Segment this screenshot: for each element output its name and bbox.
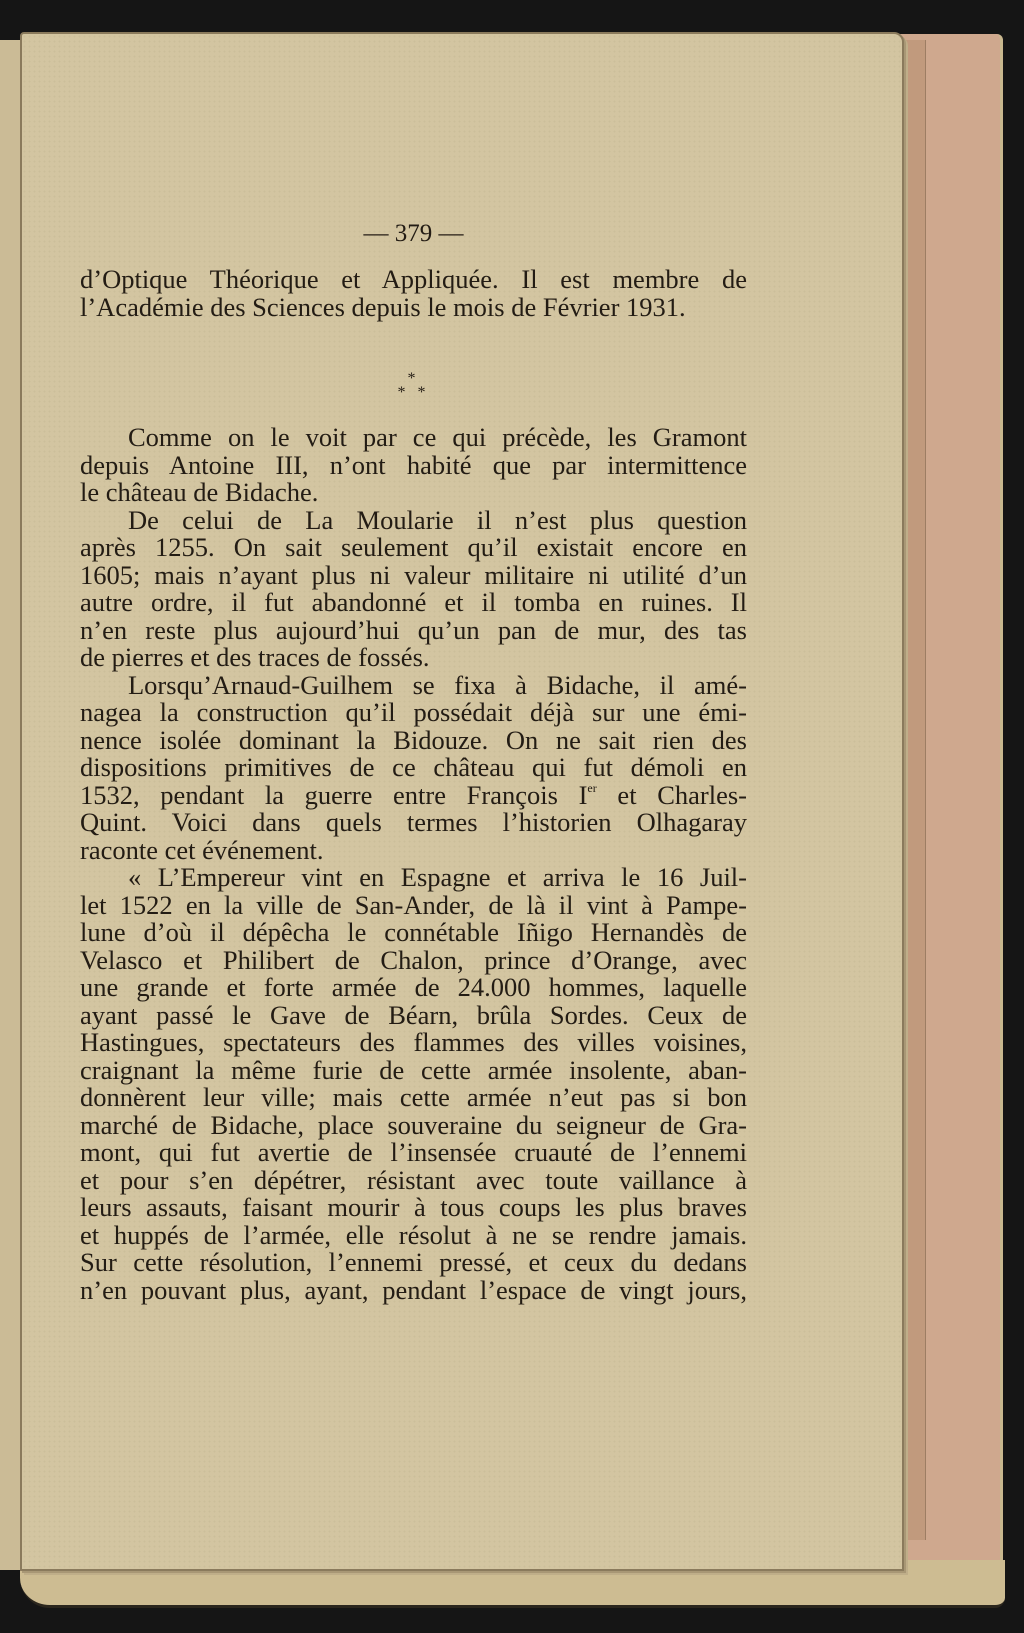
text-line: raconte cet événement. [80, 834, 324, 865]
text-line: et pour s’en dépétrer, résistant avec toute vaillance à [80, 1164, 747, 1195]
superscript: er [587, 780, 597, 795]
text-line: mont, qui fut avertie de l’insensée cruauté de l’ennemi [80, 1137, 747, 1167]
text-line: nagea la construction qu’il possédait déjà sur une émi- [80, 697, 747, 727]
text-line: De celui de La Moularie il n’est plus question [128, 504, 747, 535]
text-fragment: 1532, pendant la guerre entre François I [80, 779, 588, 810]
separator-star-top: * [407, 370, 420, 387]
text-line: d’Optique Théorique et Appliquée. Il est membre de [80, 264, 747, 294]
text-line: lune d’où il dépêcha le connétable Iñigo Hernandès de [80, 917, 747, 947]
text-line: l’Académie des Sciences depuis le mois de Février 1931. [80, 291, 686, 322]
text-line: nence isolée dominant la Bidouze. On ne sait rien des [80, 724, 747, 755]
text-line: 1605; mais n’ayant plus ni valeur militaire ni utilité d’un [80, 559, 747, 590]
text-line: ayant passé le Gave de Béarn, brûla Sordes. Ceux de [80, 999, 747, 1030]
text-line: une grande et forte armée de 24.000 hommes, laquelle [80, 972, 747, 1002]
text-line: Velasco et Philibert de Chalon, prince d’Orange, avec [80, 944, 747, 975]
text-line: dispositions primitives de ce château qui fut démoli en [80, 752, 747, 782]
paragraph-moularie [80, 504, 747, 672]
text-line: marché de Bidache, place souveraine du seigneur de Gra- [80, 1109, 747, 1140]
text-line: n’en pouvant plus, ayant, pendant l’espace de vingt jours, [80, 1274, 747, 1305]
text-line: n’en reste plus aujourd’hui qu’un pan de mur, des tas [80, 614, 747, 645]
text-line: Comme on le voit par ce qui précède, les Gramont [128, 422, 747, 452]
text-line: le château de Bidache. [80, 477, 319, 507]
text-line: Sur cette résolution, l’ennemi pressé, et ceux du dedans [80, 1247, 747, 1277]
text-line: et huppés de l’armée, elle résolut à ne se rendre jamais. [80, 1219, 747, 1250]
text-line: depuis Antoine III, n’ont habité que par intermittence [80, 449, 747, 480]
text-line: let 1522 en la ville de San-Ander, de là il vint à Pampe- [80, 889, 747, 920]
text-line [80, 779, 747, 810]
separator-star-bottom: * * [397, 384, 430, 401]
paragraph-quotation [80, 864, 747, 1304]
back-cover-strip [905, 40, 926, 1540]
text-line: autre ordre, il fut abandonné et il tomba en ruines. Il [80, 587, 747, 617]
opening-paragraph [80, 266, 747, 321]
paragraph-gramont [80, 424, 747, 507]
text-line: leurs assauts, faisant mourir à tous coups les plus braves [80, 1192, 747, 1222]
text-line: donnèrent leur ville; mais cette armée n’eut pas si bon [80, 1082, 747, 1112]
book-page [20, 32, 904, 1571]
text-line: Hastingues, spectateurs des flammes des villes voisines, [80, 1027, 747, 1057]
text-line: Lorsqu’Arnaud-Guilhem se fixa à Bidache, il amé- [128, 669, 747, 700]
body-text [80, 424, 747, 1304]
paragraph-arnaud-guilhem [80, 669, 747, 865]
text-line: craignant la même furie de cette armée insolente, aban- [80, 1054, 747, 1085]
text-line: après 1255. On sait seulement qu’il existait encore en [80, 532, 747, 562]
text-line: Quint. Voici dans quels termes l’historien Olhagaray [80, 807, 747, 837]
text-line: de pierres et des traces de fossés. [80, 642, 430, 672]
text-fragment: et Charles- [596, 779, 747, 810]
section-separator [80, 372, 747, 400]
page-number: — 379 — [363, 220, 464, 247]
text-line: « L’Empereur vint en Espagne et arriva le 16 Juil- [128, 862, 747, 892]
